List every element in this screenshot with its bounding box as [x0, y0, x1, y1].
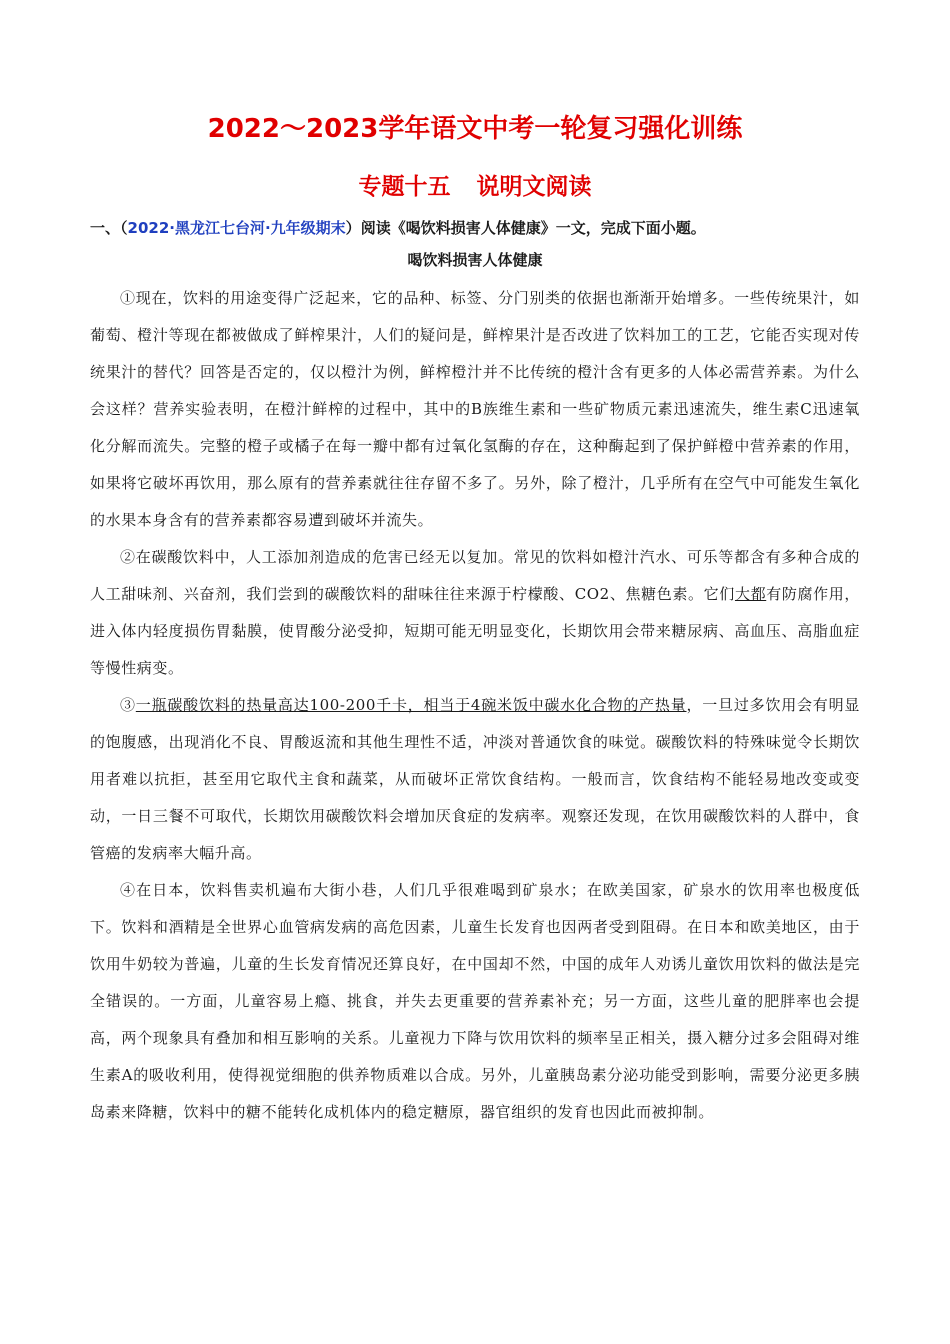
underlined-sentence: 一瓶碳酸饮料的热量高达100-200千卡，相当于4碗米饭中碳水化合物的产热量 — [135, 696, 687, 714]
question-number: 一、（ — [90, 219, 128, 237]
document-page — [90, 100, 860, 1131]
paragraph-4: ④在日本，饮料售卖机遍布大街小巷，人们几乎很难喝到矿泉水；在欧美国家，矿泉水的饮用率也极度低下。饮料和酒精是全世界心血管病发病的高危因素，儿童生长发育也因两者受到阻碍。在日本和欧美地区，由于饮用牛奶较为普遍，儿童的生长发育情况还算良好，在中国却不然，中国的成年人劝诱儿童饮用饮料的做法是完全错误的。一方面，儿童容易上瘾、挑食，并失去更重要的营养素补充；另一方面，这些儿童的肥胖率也会提高，两个现象具有叠加和相互影响的关系。儿童视力下降与饮用饮料的频率呈正相关，摄入糖分过多会阻碍对维生素A的吸收利用，使得视觉细胞的供养物质难以合成。另外，儿童胰岛素分泌功能受到影响，需要分泌更多胰岛素来降糖，饮料中的糖不能转化成机体内的稳定糖原，器官组织的发育也因此而被抑制。 — [90, 881, 860, 1121]
paragraph-2 — [90, 539, 860, 687]
question-stem — [90, 216, 860, 240]
topic-number: 专题十五 — [358, 174, 451, 200]
main-title: 2022～2023学年语文中考一轮复习强化训练 — [207, 114, 743, 144]
question-instruction: 阅读《喝饮料损害人体健康》一文，完成下面小题。 — [360, 219, 706, 237]
paragraph-2-text-cont: 有防腐作用，进入体内轻度损伤胃黏膜，使胃酸分泌受抑，短期可能无明显变化，长期饮用会带来糖尿病、高血压、高脂血症等慢性病变。 — [90, 585, 860, 677]
paragraph-3-text: ，一旦过多饮用会有明显的饱腹感，出现消化不良、胃酸返流和其他生理性不适，冲淡对普通饮食的味觉。碳酸饮料的特殊味觉令长期饮用者难以抗拒，甚至用它取代主食和蔬菜，从而破坏正常饮食结构。一般而言，饮食结构不能轻易地改变或变动，一日三餐不可取代，长期饮用碳酸饮料会增加厌食症的发病率。观察还发现，在饮用碳酸饮料的人群中，食管癌的发病率大幅升高。 — [90, 696, 860, 862]
underlined-word: 大都 — [734, 585, 767, 603]
article-title: 喝饮料损害人体健康 — [407, 251, 543, 269]
question-source: 2022·黑龙江七台河·九年级期末 — [127, 219, 346, 237]
paragraph-3 — [90, 687, 860, 872]
paragraph-1: ①现在，饮料的用途变得广泛起来，它的品种、标签、分门别类的依据也渐渐开始增多。一些传统果汁，如葡萄、橙汁等现在都被做成了鲜榨果汁，人们的疑问是，鲜榨果汁是否改进了饮料加工的工艺，它能否实现对传统果汁的替代？回答是否定的，仅以橙汁为例，鲜榨橙汁并不比传统的橙汁含有更多的人体必需营养素。为什么会这样？营养实验表明，在橙汁鲜榨的过程中，其中的B族维生素和一些矿物质元素迅速流失，维生素C迅速氧化分解而流失。完整的橙子或橘子在每一瓣中都有过氧化氢酶的存在，这种酶起到了保护鲜橙中营养素的作用，如果将它破坏再饮用，那么原有的营养素就往往存留不多了。另外，除了橙汁，几乎所有在空气中可能发生氧化的水果本身含有的营养素都容易遭到破坏并流失。 — [90, 289, 860, 529]
topic-name: 说明文阅读 — [476, 174, 592, 200]
paragraph-3-number: ③ — [120, 696, 136, 714]
sub-title — [90, 172, 860, 202]
paragraph-2-text: ②在碳酸饮料中，人工添加剂造成的危害已经无以复加。常见的饮料如橙汁汽水、可乐等都含有多种合成的人工甜味剂、兴奋剂，我们尝到的碳酸饮料的甜味往往来源于柠檬酸、CO2、焦糖色素。它们 — [90, 548, 860, 603]
question-source-close: ） — [345, 219, 361, 237]
